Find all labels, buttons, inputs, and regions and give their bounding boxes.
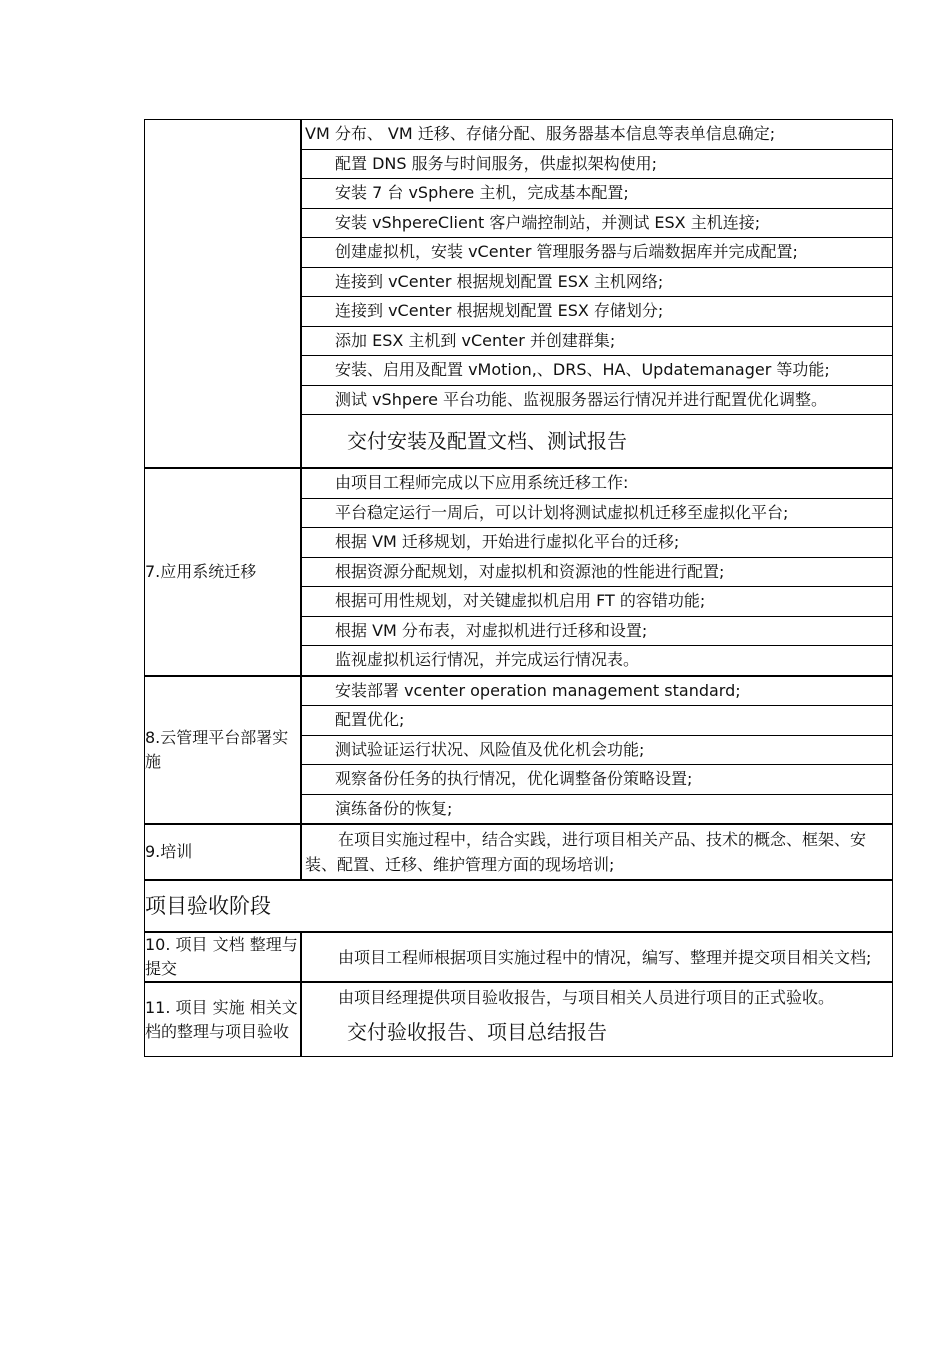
task-row: 监视虚拟机运行情况，并完成运行情况表。 bbox=[301, 646, 893, 676]
phase-cell-cloud-mgmt: 8.云管理平台部署实施 bbox=[145, 676, 302, 825]
phase-cell-acceptance: 11. 项目 实施 相关文档的整理与项目验收 bbox=[145, 982, 302, 1057]
task-row: VM 分布、 VM 迁移、存储分配、服务器基本信息等表单信息确定; bbox=[301, 120, 893, 150]
deliverable-text: 交付验收报告、项目总结报告 bbox=[347, 1020, 607, 1044]
task-row: 安装 vShpereClient 客户端控制站，并测试 ESX 主机连接; bbox=[301, 208, 893, 238]
task-row: 测试 vShpere 平台功能、监视服务器运行情况并进行配置优化调整。 bbox=[301, 385, 893, 415]
task-row: 根据 VM 迁移规划，开始进行虚拟化平台的迁移; bbox=[301, 528, 893, 558]
docs-paragraph: 由项目工程师根据项目实施过程中的情况，编写、整理并提交项目相关文档; bbox=[338, 947, 872, 967]
acceptance-phase-title: 项目验收阶段 bbox=[145, 880, 893, 932]
phase-cell-training: 9.培训 bbox=[145, 824, 302, 880]
task-row: 安装 7 台 vSphere 主机，完成基本配置; bbox=[301, 179, 893, 209]
task-row: 创建虚拟机，安装 vCenter 管理服务器与后端数据库并完成配置; bbox=[301, 238, 893, 268]
task-row: 添加 ESX 主机到 vCenter 并创建群集; bbox=[301, 326, 893, 356]
task-row: 连接到 vCenter 根据规划配置 ESX 主机网络; bbox=[301, 267, 893, 297]
task-row: 安装、启用及配置 vMotion,、DRS、HA、Updatemanager 等功能; bbox=[301, 356, 893, 386]
phase-cell-migration: 7.应用系统迁移 bbox=[145, 468, 302, 676]
phase-cell-empty bbox=[145, 120, 302, 469]
task-row: 由项目工程师完成以下应用系统迁移工作: bbox=[301, 468, 893, 498]
task-row: 安装部署 vcenter operation management standard; bbox=[301, 676, 893, 706]
task-row: 根据 VM 分布表，对虚拟机进行迁移和设置; bbox=[301, 616, 893, 646]
task-row: 根据可用性规划，对关键虚拟机启用 FT 的容错功能; bbox=[301, 587, 893, 617]
docs-text bbox=[301, 932, 893, 982]
acceptance-text bbox=[301, 982, 893, 1057]
task-row: 连接到 vCenter 根据规划配置 ESX 存储划分; bbox=[301, 297, 893, 327]
acceptance-paragraph: 由项目经理提供项目验收报告，与项目相关人员进行项目的正式验收。 bbox=[338, 988, 835, 1007]
task-row: 演练备份的恢复; bbox=[301, 794, 893, 824]
project-plan-table bbox=[144, 119, 893, 1057]
phase-cell-docs: 10. 项目 文档 整理与提交 bbox=[145, 932, 302, 982]
task-row: 配置 DNS 服务与时间服务，供虚拟架构使用; bbox=[301, 149, 893, 179]
training-text bbox=[301, 824, 893, 880]
task-row: 配置优化; bbox=[301, 706, 893, 736]
task-row: 观察备份任务的执行情况，优化调整备份策略设置; bbox=[301, 765, 893, 795]
task-row: 测试验证运行状况、风险值及优化机会功能; bbox=[301, 735, 893, 765]
training-paragraph: 在项目实施过程中，结合实践，进行项目相关产品、技术的概念、框架、安装、配置、迁移、维护管理方面的现场培训; bbox=[305, 830, 867, 874]
task-row: 根据资源分配规划，对虚拟机和资源池的性能进行配置; bbox=[301, 557, 893, 587]
deliverable-text: 交付安装及配置文档、测试报告 bbox=[301, 415, 893, 469]
task-row: 平台稳定运行一周后，可以计划将测试虚拟机迁移至虚拟化平台; bbox=[301, 498, 893, 528]
